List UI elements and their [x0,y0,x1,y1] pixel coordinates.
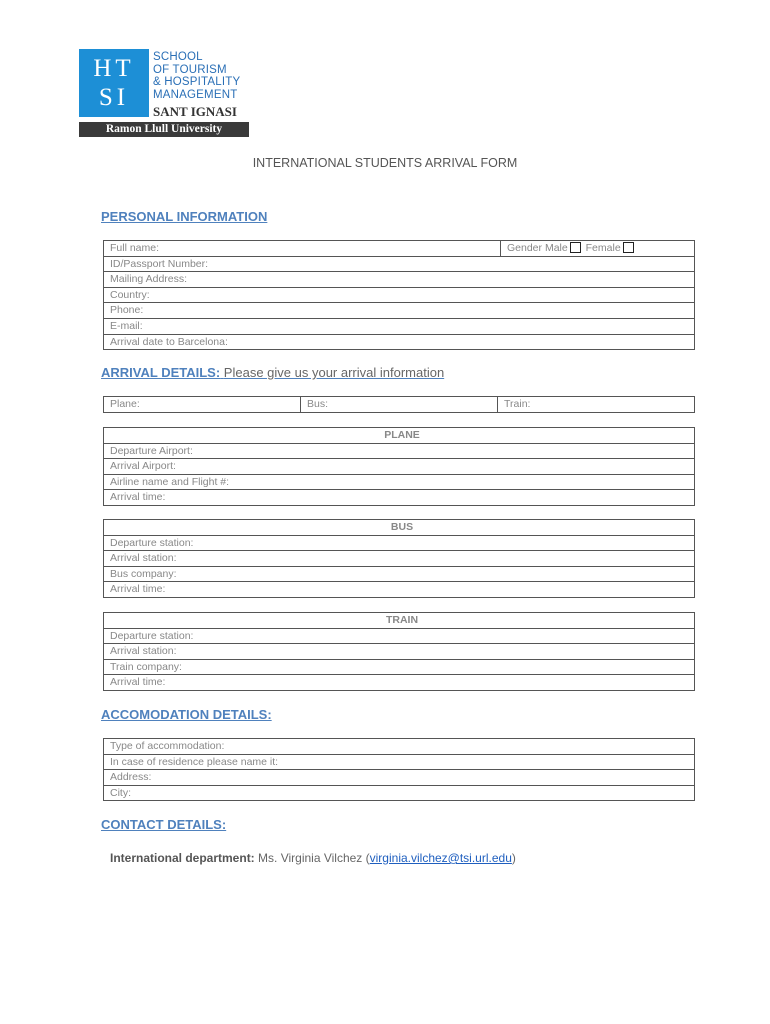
plane-choice-field[interactable]: Plane: [104,397,301,413]
plane-arrival-time-field[interactable]: Arrival time: [104,490,695,506]
contact-email-link[interactable]: virginia.vilchez@tsi.url.edu [369,851,512,865]
accommodation-city-field[interactable]: City: [104,785,695,801]
bus-table-heading: BUS [104,520,695,536]
bus-company-field[interactable]: Bus company: [104,566,695,582]
contact-label: International department: [110,851,255,865]
full-name-field[interactable]: Full name: [104,241,501,257]
bus-arrival-time-field[interactable]: Arrival time: [104,582,695,598]
logo-line-3: & HOSPITALITY [153,76,241,89]
train-arrival-station-field[interactable]: Arrival station: [104,644,695,660]
country-field[interactable]: Country: [104,287,695,303]
passport-number-field[interactable]: ID/Passport Number: [104,256,695,272]
logo-letters-top: HT [93,55,135,82]
phone-field[interactable]: Phone: [104,303,695,319]
residence-name-field[interactable]: In case of residence please name it: [104,754,695,770]
mailing-address-field[interactable]: Mailing Address: [104,272,695,288]
transport-choice-table [103,396,695,413]
school-logo [79,49,251,137]
female-checkbox[interactable] [623,242,634,253]
logo-line-4: MANAGEMENT [153,88,238,101]
contact-name: Ms. Virginia Vilchez ( [258,851,370,865]
female-label: Female [585,242,621,254]
logo-sant-ignasi: SANT IGNASI [153,104,237,119]
male-label: Male [544,242,568,254]
accommodation-type-field[interactable]: Type of accommodation: [104,739,695,755]
plane-table [103,427,695,506]
train-departure-station-field[interactable]: Departure station: [104,628,695,644]
bus-choice-field[interactable]: Bus: [301,397,498,413]
plane-table-heading: PLANE [104,428,695,444]
form-title: INTERNATIONAL STUDENTS ARRIVAL FORM [252,156,518,170]
contact-close-paren: ) [511,851,516,865]
contact-details-heading: CONTACT DETAILS: [101,817,227,832]
email-field[interactable]: E-mail: [104,318,695,334]
plane-departure-airport-field[interactable]: Departure Airport: [104,443,695,459]
gender-field [501,241,695,257]
logo-monogram [79,49,149,117]
train-arrival-time-field[interactable]: Arrival time: [104,675,695,691]
accommodation-address-field[interactable]: Address: [104,770,695,786]
arrival-date-field[interactable]: Arrival date to Barcelona: [104,334,695,350]
logo-university-banner: Ramon Llull University [79,122,249,137]
arrival-details-heading [101,365,444,380]
train-table [103,612,695,691]
accommodation-table [103,738,695,801]
logo-school-name [153,51,240,101]
logo-letters-bottom: SI [98,84,130,111]
bus-table [103,519,695,598]
personal-information-table [103,240,695,350]
male-checkbox[interactable] [570,242,581,253]
logo-line-2: OF TOURISM [153,63,227,76]
train-table-heading: TRAIN [104,613,695,629]
arrival-details-subtitle: Please give us your arrival information [223,365,445,380]
arrival-details-title: ARRIVAL DETAILS: [101,365,221,380]
train-company-field[interactable]: Train company: [104,659,695,675]
accommodation-details-heading: ACCOMODATION DETAILS: [101,707,272,722]
international-department-contact [110,851,516,865]
plane-arrival-airport-field[interactable]: Arrival Airport: [104,459,695,475]
personal-information-heading: PERSONAL INFORMATION [101,209,268,224]
plane-airline-flight-field[interactable]: Airline name and Flight #: [104,474,695,490]
bus-arrival-station-field[interactable]: Arrival station: [104,551,695,567]
train-choice-field[interactable]: Train: [498,397,695,413]
gender-label: Gender [507,242,543,254]
bus-departure-station-field[interactable]: Departure station: [104,535,695,551]
logo-line-1: SCHOOL [153,51,203,63]
